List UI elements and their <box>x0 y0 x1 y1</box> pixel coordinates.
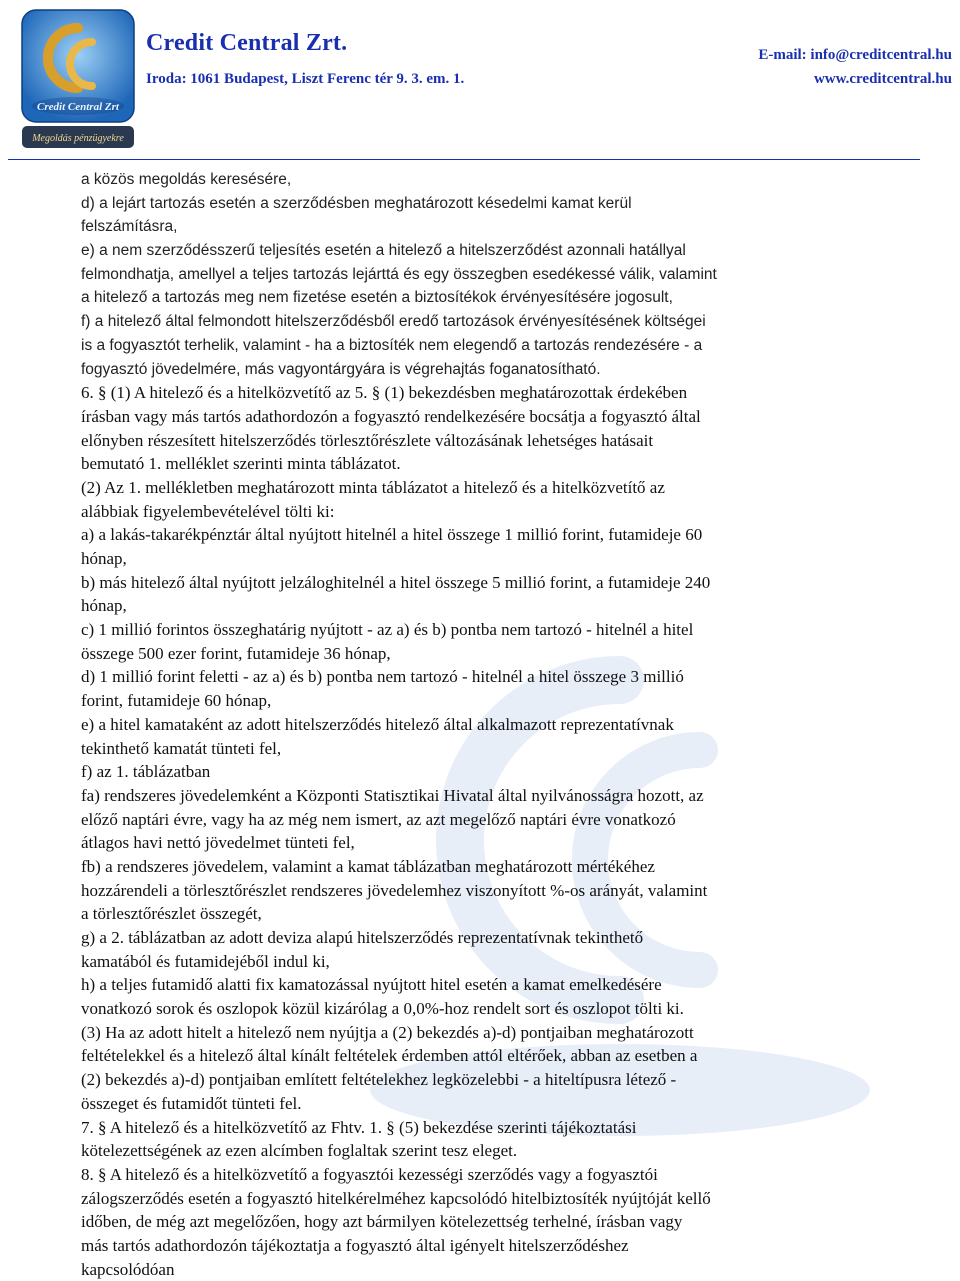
text-line: h) a teljes futamidő alatti fix kamatozással nyújtott hitel esetén a kamat emelkedésére <box>81 975 662 995</box>
text-line: előző naptári évre, vagy ha az még nem ismert, az azt megelőző naptári évre vonatkozó <box>81 809 676 829</box>
company-name: Credit Central Zrt. <box>146 30 348 56</box>
text-line: kötelezettségének az ezen alcímben foglaltak szerint tesz eleget. <box>81 1141 518 1161</box>
text-line: forint, futamideje 60 hónap, <box>81 691 272 711</box>
text-line: más tartós adathordozón tájékoztatja a fogyasztó által igényelt hitelszerződéshez <box>81 1235 629 1255</box>
company-logo <box>18 6 138 152</box>
text-line: alábbiak figyelembevételével tölti ki: <box>81 501 335 521</box>
text-line: fb) a rendszeres jövedelem, valamint a kamat táblázatban meghatározott mértékéhez <box>81 856 655 876</box>
text-line: vonatkozó sorok és oszlopok közül kizárólag a 0,0%-hoz rendelt sort és oszlopot tölti ki. <box>81 999 684 1019</box>
website-link[interactable]: www.creditcentral.hu <box>813 71 952 87</box>
svg-text:Credit Central Zrt: Credit Central Zrt <box>37 101 119 113</box>
text-line: kamatából és futamidejéből indul ki, <box>81 951 330 971</box>
header-divider <box>8 159 920 160</box>
text-line: (3) Ha az adott hitelt a hitelező nem nyújtja a (2) bekezdés a)-d) pontjaiban meghatározott <box>81 1022 694 1042</box>
text-line: bemutató 1. melléklet szerinti minta táblázatot. <box>81 454 401 474</box>
text-line: is a fogyasztót terhelik, valamint - ha a biztosíték nem elegendő a tartozás rendezésére - a <box>81 336 703 354</box>
text-line: a törlesztőrészlet összegét, <box>81 904 262 924</box>
text-line: a közös megoldás keresésére, <box>81 171 292 188</box>
text-line: 8. § A hitelező és a hitelközvetítő a fogyasztói kezességi szerződés vagy a fogyasztói <box>81 1164 658 1184</box>
text-line: b) más hitelező által nyújtott jelzáloghitelnél a hitel összege 5 millió forint, a futamideje 240 <box>81 572 711 592</box>
text-line: feltételekkel és a hitelező által kínált feltételek érdemben attól eltérőek, abban az esetben a <box>81 1046 698 1066</box>
text-line: g) a 2. táblázatban az adott deviza alapú hitelszerződés reprezentatívnak tekinthető <box>81 928 644 947</box>
text-line: tekinthető kamatát tünteti fel, <box>81 738 282 758</box>
text-line: hónap, <box>81 596 127 616</box>
text-line: felmondhatja, amellyel a teljes tartozás lejárttá és egy összegben esedékessé válik, valamint <box>81 265 717 283</box>
text-line: hozzárendeli a törlesztőrészlet rendszeres jövedelemhez viszonyított %-os arányát, valamint <box>81 880 708 900</box>
text-line: c) 1 millió forintos összeghatárig nyújtott - az a) és b) pontba nem tartozó - hitelnél a hitel <box>81 620 694 640</box>
text-line: összeget és futamidőt tünteti fel. <box>81 1093 302 1113</box>
text-line: fa) rendszeres jövedelemként a Központi Statisztikai Hivatal által nyilvánosságra hozott, az <box>81 785 704 805</box>
text-line: kapcsolódóan <box>81 1259 175 1279</box>
email-link[interactable]: E-mail: info@creditcentral.hu <box>758 47 952 63</box>
text-line: felszámításra, <box>81 218 178 236</box>
text-line: a hitelező a tartozás meg nem fizetése esetén a biztosítékok érvényesítésére jogosult, <box>81 289 673 307</box>
text-line: időben, de még azt megelőzően, hogy azt bármilyen kötelezettség terhelné, írásban vagy <box>81 1212 683 1232</box>
text-line: (2) Az 1. mellékletben meghatározott minta táblázatot a hitelező és a hitelközvetítő az <box>81 477 665 497</box>
text-line: zálogszerződés esetén a fogyasztó hitelkérelméhez kapcsolódó hitelbiztosíték nyújtóját kellő <box>81 1188 711 1208</box>
text-line: f) az 1. táblázatban <box>81 762 211 782</box>
document-body <box>81 168 851 1281</box>
text-line: előnyben részesített hitelszerződés törlesztőrészlete változásának lehetséges hatásait <box>81 430 654 450</box>
text-line: hónap, <box>81 549 127 568</box>
text-line: összege 500 ezer forint, futamideje 36 hónap, <box>81 643 391 663</box>
letterhead <box>0 0 960 165</box>
text-line: e) a nem szerződésszerű teljesítés esetén a hitelező a hitelszerződést azonnali hatállyal <box>81 242 686 260</box>
text-line: írásban vagy más tartós adathordozón a fogyasztó rendelkezésére bocsátja a fogyasztó által <box>81 406 701 426</box>
text-line: 7. § A hitelező és a hitelközvetítő az Fhtv. 1. § (5) bekezdése szerinti tájékoztatási <box>81 1117 637 1137</box>
text-line: átlagos havi nettó jövedelmet tünteti fel, <box>81 833 355 853</box>
text-line: e) a hitel kamataként az adott hitelszerződés hitelező által alkalmazott reprezentatívnak <box>81 714 674 734</box>
svg-text:Megoldás pénzügyekre: Megoldás pénzügyekre <box>32 133 124 144</box>
text-line: fogyasztó jövedelmére, más vagyontárgyára is végrehajtás foganatosítható. <box>81 360 601 378</box>
text-line: d) a lejárt tartozás esetén a szerződésben meghatározott késedelmi kamat kerül <box>81 194 632 212</box>
text-line: f) a hitelező által felmondott hitelszerződésből eredő tartozások érvényesítésének költségei <box>81 313 706 331</box>
text-line: (2) bekezdés a)-d) pontjaiban említett feltételekhez legközelebbi - a hiteltípusra létező - <box>81 1070 677 1090</box>
text-line: a) a lakás-takarékpénztár által nyújtott hitelnél a hitel összege 1 millió forint, futamideje 60 <box>81 525 703 545</box>
text-line: d) 1 millió forint feletti - az a) és b) pontba nem tartozó - hitelnél a hitel összege 3 millió <box>81 667 684 687</box>
office-address: Iroda: 1061 Budapest, Liszt Ferenc tér 9. 3. em. 1. <box>146 71 465 87</box>
text-line: 6. § (1) A hitelező és a hitelközvetítő az 5. § (1) bekezdésben meghatározottak érdekében <box>81 383 688 403</box>
